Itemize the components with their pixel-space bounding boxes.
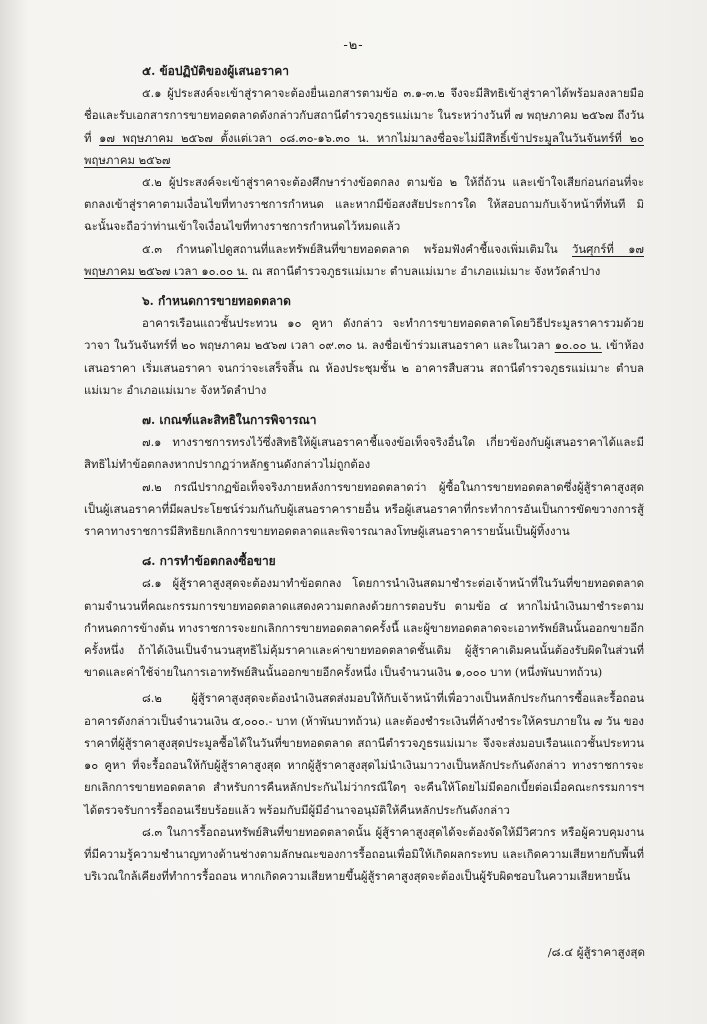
continuation-note: /๘.๔ ผู้สู้ราคาสูงสุด (547, 945, 645, 959)
paragraph-8-1 (84, 572, 644, 683)
paragraph-8-2-text: ๘.๒ ผู้สู้ราคาสูงสุดจะต้องนำเงินสดส่งมอบให้กับเจ้าหน้าที่เพื่อวางเป็นหลักประกันการซื้อและรื้อถอนอาคารดังกล่าวเป็นจำนวนเงิน ๕,๐๐๐.- บาท (ห้าพันบาทถ้วน) และต้องชำระเงินที่ค้างชำระให้ครบภายใน ๗ วัน ของราคาที่ผู้สู้ราคาสูงสุดประมูลซื้อได้ในวันที่ขายทอดตลาด สถานีตำรวจภูธรแม่เมาะ จึงจะส่งมอบเรือนแถวชั้นประทวน ๑๐ คูหา ที่จะรื้อถอนให้กับผู้สู้ราคาสูงสุด หากผู้สู้ราคาสูงสุดไม่นำเงินมาวางเป็นหลักประกันดังกล่าว ทางราชการจะยกเลิกการขายทอดตลาด สำหรับการคืนหลักประกันไม่ว่ากรณีใดๆ จะคืนให้โดยไม่มีดอกเบี้ยต่อเมื่อคณะกรรมการฯ ได้ตรวจรับการรื้อถอนเรียบร้อยแล้ว พร้อมกับมีผู้มีอำนาจอนุมัติให้คืนหลักประกันดังกล่าว (84, 691, 644, 817)
paragraph-8-3-text: ๘.๓ ในการรื้อถอนทรัพย์สินที่ขายทอดตลาดนั้น ผู้สู้ราคาสูงสุดได้จะต้องจัดให้มีวิศวกร หรือผู้ควบคุมงานที่มีความรู้ความชำนาญทางด้านช่างตามลักษณะของการรื้อถอนเพื่อมิให้เกิดผลกระทบ และเกิดความเสียหายกับพื้นที่บริเวณใกล้เคียงที่ทำการรื้อถอน หากเกิดความเสียหายขึ้นผู้สู้ราคาสูงสุดจะต้องเป็นผู้รับผิดชอบในความเสียหายนั้น (84, 824, 644, 884)
section-5 (84, 60, 644, 282)
paragraph-5-1-underlined: ๑๗ พฤษภาคม ๒๕๖๗ ตั้งแต่เวลา ๐๘.๓๐-๑๖.๓๐ น. หากไม่มาลงชื่อจะไม่มีสิทธิ์เข้าประมูลในวันจันทร์ที่ ๒๐ พฤษภาคม ๒๕๖๗ (84, 130, 644, 167)
paragraph-7-1-text: ๗.๑ ทางราชการทรงไว้ซึ่งสิทธิให้ผู้เสนอราคาชี้แจงข้อเท็จจริงอื่นใด เกี่ยวข้องกับผู้เสนอราคาได้และมีสิทธิไม่ทำข้อตกลงหากปรากฏว่าหลักฐานดังกล่าวไม่ถูกต้อง (84, 435, 644, 472)
paragraph-6-1 (84, 312, 644, 401)
paragraph-6-1-text: อาคารเรือนแถวชั้นประทวน ๑๐ คูหา ดังกล่าว จะทำการขายทอดตลาดโดยวิธีประมูลราคารวมด้วยวาจา ในวันจันทร์ที่ ๒๐ พฤษภาคม ๒๕๖๗ เวลา ๐๙.๓๐ น. ลงชื่อเข้าร่วมเสนอราคา และในเวลา (84, 316, 644, 353)
paragraph-7-1 (84, 431, 644, 475)
page-number: -๒- (343, 38, 364, 53)
paragraph-5-1-text: ๕.๑ ผู้ประสงค์จะเข้าสู่ราคาจะต้องยื่นเอกสารตามข้อ ๓.๑-๓.๒ จึงจะมีสิทธิเข้าสู่ราคาได้พร้อมลงลายมือชื่อและรับเอกสารการขายทอดตลาดดังกล่าวกับสถานีตำรวจภูธรแม่เมาะ ในระหว่างวันที่ ๗ พฤษภาคม ๒๕๖๗ ถึงวันที่ (84, 86, 644, 145)
paragraph-6-1-tail: เข้าห้องเสนอราคา เริ่มเสนอราคา จนกว่าจะเสร็จสิ้น ณ ห้องประชุมชั้น ๒ อาคารสืบสวน สถานีตำรวจภูธรแม่เมาะ ตำบลแม่เมาะ อำเภอแม่เมาะ จังหวัดลำปาง (84, 338, 644, 397)
paragraph-5-3 (84, 238, 644, 282)
section-6 (84, 290, 644, 401)
paragraph-6-1-underlined: ๑๐.๐๐ น. (554, 338, 602, 353)
paragraph-5-3-tail: ณ สถานีตำรวจภูธรแม่เมาะ ตำบลแม่เมาะ อำเภอแม่เมาะ จังหวัดลำปาง (248, 263, 601, 278)
paragraph-5-3-underlined: วันศุกร์ที่ ๑๗ พฤษภาคม ๒๕๖๗ เวลา ๑๐.๐๐ น. (84, 241, 644, 278)
paragraph-7-2 (84, 476, 644, 543)
paragraph-8-3 (84, 821, 644, 888)
paragraph-8-1-text: ๘.๑ ผู้สู้ราคาสูงสุดจะต้องมาทำข้อตกลง โดยการนำเงินสดมาชำระต่อเจ้าหน้าที่ในวันที่ขายทอดตลาดตามจำนวนที่คณะกรรมการขายทอดตลาดแสดงความตกลงด้วยการตอบรับ ตามข้อ ๔ หากไม่นำเงินมาชำระตามกำหนดการข้างต้น ทางราชการจะยกเลิกการขายทอดตลาดครั้งนี้ และผู้ขายทอดตลาดจะเอาทรัพย์สินนั้นออกขายอีกครั้งหนึ่ง ถ้าได้เงินเป็นจำนวนสุทธิไม่คุ้มราคาและค่าขายทอดตลาดชั้นเดิม ผู้สู้ราคาเดิมคนนั้นต้องรับผิดในส่วนที่ขาดและค่าใช้จ่ายในการเอาทรัพย์สินนั้นออกขายอีกครั้งหนึ่ง เป็นจำนวนเงิน ๑,๐๐๐ บาท (หนึ่งพันบาทถ้วน) (84, 576, 644, 680)
section-7 (84, 409, 644, 542)
section-5-title: ๕. ข้อปฏิบัติของผู้เสนอราคา (142, 64, 290, 78)
section-8-title: ๘. การทำข้อตกลงซื้อขาย (142, 554, 276, 569)
paragraph-5-3-text: ๕.๓ กำหนดไปดูสถานที่และทรัพย์สินที่ขายทอดตลาด พร้อมฟังคำชี้แจงเพิ่มเติมใน (142, 241, 572, 256)
section-8 (84, 550, 644, 887)
section-6-title: ๖. กำหนดการขายทอดตลาด (142, 294, 291, 309)
section-7-title: ๗. เกณฑ์และสิทธิในการพิจารณา (142, 413, 317, 428)
paragraph-5-2-text: ๕.๒ ผู้ประสงค์จะเข้าสู่ราคาจะต้องศึกษาร่างข้อตกลง ตามข้อ ๒ ให้ถี่ถ้วน และเข้าใจเสียก่อนก่อนที่จะตกลงเข้าสู่ราคาตามเงื่อนไขที่ทางราชการกำหนด และหากมีข้อสงสัยประการใด ให้สอบถามกับเจ้าหน้าที่ทันที มิฉะนั้นจะถือว่าท่านเข้าใจเงื่อนไขที่ทางราชการกำหนดไว้หมดแล้ว (84, 175, 644, 234)
paragraph-7-2-text: ๗.๒ กรณีปรากฏข้อเท็จจริงภายหลังการขายทอดตลาดว่า ผู้ซื้อในการขายทอดตลาดซึ่งผู้สู้ราคาสูงสุดเป็นผู้เสนอราคาที่มีผลประโยชน์ร่วมกันกับผู้เสนอราคารายอื่น หรือผู้เสนอราคาที่กระทำการอันเป็นการขัดขวางการสู้ราคาทางราชการมีสิทธิยกเลิกการขายทอดตลาดและพิจารณาลงโทษผู้เสนอราคารายนั้นเป็นผู้ทิ้งงาน (84, 479, 644, 539)
paragraph-5-1 (84, 82, 644, 171)
paragraph-8-2 (84, 687, 644, 820)
document-body (84, 60, 644, 887)
paragraph-5-2 (84, 171, 644, 238)
